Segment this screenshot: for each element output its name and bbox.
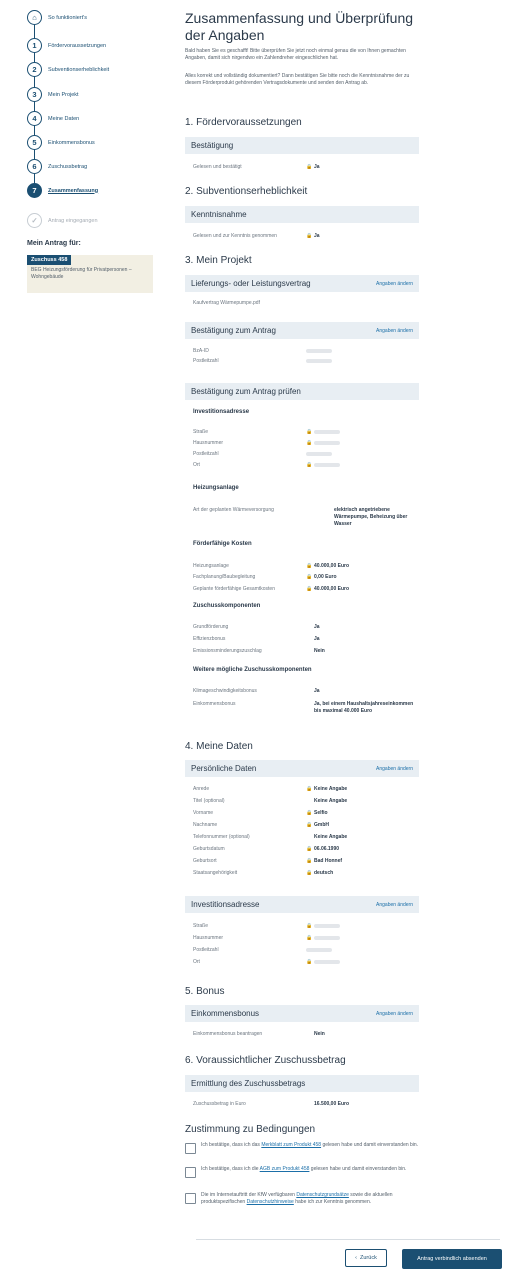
row-key: Straße bbox=[193, 429, 209, 435]
sidebar-item-label: Zuschussbetrag bbox=[48, 163, 88, 170]
sidebar-step-5[interactable] bbox=[27, 135, 95, 150]
checkbox-agb[interactable] bbox=[185, 1167, 196, 1178]
lock-icon: 🔒 bbox=[306, 846, 313, 852]
row-key: Postleitzahl bbox=[193, 358, 219, 364]
sidebar-item-label: Antrag eingegangen bbox=[48, 217, 98, 224]
row-key: Klimageschwindigkeitsbonus bbox=[193, 688, 257, 694]
section-bar bbox=[185, 760, 419, 777]
step-number: 5 bbox=[27, 135, 42, 150]
intro-text: Bald haben Sie es geschafft! Bitte überprüfen Sie jetzt noch einmal genau die von Ihnen gemachten Angaben, damit sich nirgendwo ein Zahlendreher eingeschlichen hat. bbox=[185, 48, 406, 61]
product-description: BEG Heizungsförderung für Privatpersonen – Wohngebäude bbox=[31, 267, 132, 280]
row-value: 40.000,00 Euro bbox=[314, 586, 350, 592]
section-title: 3. Mein Projekt bbox=[185, 255, 252, 266]
summary-row bbox=[193, 574, 423, 582]
redacted-value bbox=[306, 349, 332, 353]
label-text: gelesen habe und damit einverstanden bin. bbox=[321, 1142, 419, 1148]
section-title: 4. Meine Daten bbox=[185, 741, 253, 752]
sidebar-item-label: Meine Daten bbox=[48, 115, 80, 122]
sidebar-step-7[interactable] bbox=[27, 183, 98, 198]
subsection-title: Heizungsanlage bbox=[193, 485, 239, 491]
summary-row bbox=[193, 586, 423, 594]
datenschutzgrundsaetze-link[interactable]: Datenschutzgrundsätze bbox=[296, 1192, 349, 1198]
row-key: Grundförderung bbox=[193, 624, 229, 630]
bar-title: Kenntnisnahme bbox=[191, 210, 247, 219]
label-text: Die im Internetauftritt der KfW verfügbaren bbox=[201, 1192, 297, 1198]
summary-row bbox=[193, 786, 423, 794]
row-value: Selfio bbox=[314, 810, 328, 816]
lock-icon: 🔒 bbox=[306, 429, 313, 435]
row-key: Emissionsminderungszuschlag bbox=[193, 648, 262, 654]
sidebar-item-label: Einkommensbonus bbox=[48, 139, 95, 146]
my-application-title: Mein Antrag für: bbox=[27, 240, 81, 247]
edit-link[interactable]: Angaben ändern bbox=[376, 280, 413, 287]
lock-icon: 🔒 bbox=[306, 858, 313, 864]
row-key: Effizienzbonus bbox=[193, 636, 226, 642]
lock-icon: 🔒 bbox=[306, 563, 313, 569]
section-title: 6. Voraussichtlicher Zuschussbetrag bbox=[185, 1055, 346, 1066]
row-value: 0,00 Euro bbox=[314, 574, 337, 580]
bar-title: Ermittlung des Zuschussbetrags bbox=[191, 1079, 306, 1088]
section-bar bbox=[185, 275, 419, 292]
row-value: deutsch bbox=[314, 870, 334, 876]
checkbox-label bbox=[201, 1142, 421, 1149]
step-number: 3 bbox=[27, 87, 42, 102]
row-key: Einkommensbonus bbox=[193, 701, 236, 707]
section-bar bbox=[185, 383, 419, 400]
redacted-value bbox=[306, 948, 332, 952]
subsection-title: Förderfähige Kosten bbox=[193, 541, 252, 547]
summary-row bbox=[193, 233, 423, 241]
row-key: Gelesen und bestätigt bbox=[193, 164, 242, 170]
lock-icon: 🔒 bbox=[306, 810, 313, 816]
lock-icon: 🔒 bbox=[306, 233, 313, 239]
lock-icon: 🔒 bbox=[306, 822, 313, 828]
row-value: Ja bbox=[314, 624, 320, 630]
lock-icon: 🔒 bbox=[306, 959, 313, 965]
check-icon: ✓ bbox=[27, 213, 42, 228]
summary-row bbox=[193, 507, 423, 527]
sidebar-step-6[interactable] bbox=[27, 159, 87, 174]
product-badge: Zuschuss 458 bbox=[27, 255, 71, 265]
row-key: Heizungsanlage bbox=[193, 563, 229, 569]
row-key: Nachname bbox=[193, 822, 218, 828]
subsection-title: Weitere mögliche Zuschusskomponenten bbox=[193, 667, 312, 673]
row-value: Ja bbox=[314, 636, 320, 642]
summary-row bbox=[193, 798, 423, 806]
summary-row bbox=[193, 348, 423, 356]
row-key: Gelesen und zur Kenntnis genommen bbox=[193, 233, 277, 239]
summary-row bbox=[193, 451, 423, 459]
redacted-value bbox=[314, 463, 340, 467]
row-value: Ja bbox=[314, 233, 320, 239]
back-button[interactable] bbox=[345, 1249, 387, 1267]
row-key: Telefonnummer (optional) bbox=[193, 834, 250, 840]
row-key: Postleitzahl bbox=[193, 947, 219, 953]
row-value: Ja bbox=[314, 164, 320, 170]
lock-icon: 🔒 bbox=[306, 923, 313, 929]
lock-icon: 🔒 bbox=[306, 574, 313, 580]
row-value: 06.06.1990 bbox=[314, 846, 340, 852]
section-bar bbox=[185, 206, 419, 223]
step-number: 2 bbox=[27, 62, 42, 77]
redacted-value bbox=[314, 924, 340, 928]
label-text: sowie die aktuellen produktspezifischen bbox=[201, 1192, 393, 1205]
row-value: Nein bbox=[314, 648, 325, 654]
merkblatt-link[interactable]: Merkblatt zum Produkt 458 bbox=[261, 1142, 322, 1148]
edit-link[interactable]: Angaben ändern bbox=[376, 901, 413, 908]
row-key: Hausnummer bbox=[193, 440, 224, 446]
summary-row bbox=[193, 688, 423, 696]
row-key: Vorname bbox=[193, 810, 214, 816]
redacted-value bbox=[314, 960, 340, 964]
application-summary-box bbox=[27, 255, 153, 293]
subsection-title: Zuschusskomponenten bbox=[193, 603, 261, 609]
conditions-title: Zustimmung zu Bedingungen bbox=[185, 1124, 316, 1135]
summary-row bbox=[193, 846, 423, 854]
section-title: 5. Bonus bbox=[185, 986, 225, 997]
redacted-value bbox=[314, 430, 340, 434]
row-key: Zuschussbetrag in Euro bbox=[193, 1101, 246, 1107]
bar-title: Bestätigung zum Antrag prüfen bbox=[191, 387, 301, 396]
file-row bbox=[193, 300, 423, 308]
row-key: Staatsangehörigkeit bbox=[193, 870, 238, 876]
bar-title: Lieferungs- oder Leistungsvertrag bbox=[191, 279, 311, 288]
row-value: Keine Angabe bbox=[314, 834, 348, 840]
sidebar-item-label: Fördervoraussetzungen bbox=[48, 42, 107, 49]
row-key: Geburtsdatum bbox=[193, 846, 225, 852]
edit-link[interactable]: Angaben ändern bbox=[376, 327, 413, 334]
row-key: Geplante förderfähige Gesamtkosten bbox=[193, 586, 275, 592]
row-key: Einkommensbonus beantragen bbox=[193, 1031, 263, 1037]
row-value: Keine Angabe bbox=[314, 798, 348, 804]
submit-button-label: Antrag verbindlich absenden bbox=[417, 1256, 487, 1262]
file-name: Kaufvertrag Wärmepumpe.pdf bbox=[193, 300, 260, 306]
row-key: Hausnummer bbox=[193, 935, 224, 941]
sidebar-item-label: Subventionserheblichkeit bbox=[48, 66, 110, 73]
section-bar bbox=[185, 1005, 419, 1022]
bar-title: Investitionsadresse bbox=[191, 900, 260, 909]
redacted-value bbox=[306, 452, 332, 456]
summary-row bbox=[193, 1101, 423, 1109]
row-value: Keine Angabe bbox=[314, 786, 348, 792]
row-value: Nein bbox=[314, 1031, 325, 1037]
summary-row bbox=[193, 870, 423, 878]
summary-row bbox=[193, 636, 423, 644]
label-text: gelesen habe und damit einverstanden bin. bbox=[309, 1166, 407, 1172]
summary-row bbox=[193, 358, 423, 366]
label-text: Ich bestätige, dass ich das bbox=[201, 1142, 262, 1148]
step-number: 6 bbox=[27, 159, 42, 174]
row-key: Art der geplanten Wärmeversorgung bbox=[193, 507, 274, 513]
step-number: 1 bbox=[27, 38, 42, 53]
summary-row bbox=[193, 440, 423, 448]
summary-row bbox=[193, 648, 423, 656]
summary-row bbox=[193, 1031, 423, 1039]
bar-title: Bestätigung bbox=[191, 141, 234, 150]
summary-row bbox=[193, 164, 423, 172]
checkbox-merkblatt[interactable] bbox=[185, 1143, 196, 1154]
summary-row bbox=[193, 429, 423, 437]
submit-button[interactable] bbox=[402, 1249, 502, 1269]
edit-link[interactable]: Angaben ändern bbox=[376, 765, 413, 772]
row-value: GmbH bbox=[314, 822, 329, 828]
section-bar bbox=[185, 1075, 419, 1092]
intro-text-confirm: Alles korrekt und vollständig dokumentiert? Dann bestätigen Sie bitte noch die Kenntnisnahme der zu diesem Förderprodukt gehörenden Vertragsdokumente und senden den Antrag ab. bbox=[185, 73, 410, 86]
agb-link[interactable]: AGB zum Produkt 458 bbox=[259, 1166, 310, 1172]
sidebar-step-1[interactable] bbox=[27, 38, 106, 53]
sidebar-item-label: Mein Projekt bbox=[48, 91, 79, 98]
step-number: 4 bbox=[27, 111, 42, 126]
row-key: Ort bbox=[193, 462, 200, 468]
divider bbox=[196, 1239, 500, 1240]
summary-row bbox=[193, 947, 423, 955]
redacted-value bbox=[314, 441, 340, 445]
lock-icon: 🔒 bbox=[306, 935, 313, 941]
label-text: Ich bestätige, dass ich die bbox=[201, 1166, 260, 1172]
lock-icon: 🔒 bbox=[306, 164, 313, 170]
bar-title: Bestätigung zum Antrag bbox=[191, 326, 276, 335]
summary-row bbox=[193, 923, 423, 931]
checkbox-label bbox=[201, 1166, 421, 1173]
section-title: 2. Subventionserheblichkeit bbox=[185, 186, 308, 197]
redacted-value bbox=[314, 936, 340, 940]
sidebar-item-label: So funktioniert's bbox=[48, 14, 87, 21]
sidebar-step-3[interactable] bbox=[27, 87, 79, 102]
subsection-title: Investitionsadresse bbox=[193, 409, 250, 415]
checkbox-datenschutz[interactable] bbox=[185, 1193, 196, 1204]
lock-icon: 🔒 bbox=[306, 462, 313, 468]
summary-row bbox=[193, 822, 423, 830]
row-value: 16.500,00 Euro bbox=[314, 1101, 350, 1107]
lock-icon: 🔒 bbox=[306, 440, 313, 446]
summary-row bbox=[193, 935, 423, 943]
row-key: Straße bbox=[193, 923, 209, 929]
summary-row bbox=[193, 563, 423, 571]
row-key: Anrede bbox=[193, 786, 210, 792]
section-title: 1. Fördervoraussetzungen bbox=[185, 117, 302, 128]
lock-icon: 🔒 bbox=[306, 586, 313, 592]
checkbox-label bbox=[201, 1192, 421, 1206]
bar-title: Einkommensbonus bbox=[191, 1009, 260, 1018]
row-value: Ja bbox=[314, 688, 320, 694]
step-number: 7 bbox=[27, 183, 42, 198]
label-text: habe ich zur Kenntnis genommen. bbox=[293, 1199, 372, 1205]
home-icon: ⌂ bbox=[27, 10, 42, 25]
lock-icon: 🔒 bbox=[306, 786, 313, 792]
sidebar-step-2[interactable] bbox=[27, 62, 109, 77]
chevron-left-icon: ‹ bbox=[355, 1255, 358, 1261]
bar-title: Persönliche Daten bbox=[191, 764, 257, 773]
row-key: Ort bbox=[193, 959, 200, 965]
row-value: 40.000,00 Euro bbox=[314, 563, 350, 569]
summary-row bbox=[193, 462, 423, 470]
row-value: Ja, bei einem Haushaltsjahreseinkommen bis maximal 40.000 Euro bbox=[314, 701, 414, 714]
edit-link[interactable]: Angaben ändern bbox=[376, 1010, 413, 1017]
sidebar-item-home[interactable] bbox=[27, 10, 87, 25]
sidebar-step-submitted bbox=[27, 213, 98, 228]
sidebar-item-label: Zusammenfassung bbox=[48, 187, 99, 194]
lock-icon: 🔒 bbox=[306, 870, 313, 876]
summary-row bbox=[193, 810, 423, 818]
back-button-label: Zurück bbox=[360, 1255, 377, 1261]
section-bar bbox=[185, 137, 419, 154]
sidebar-step-4[interactable] bbox=[27, 111, 79, 126]
summary-row bbox=[193, 959, 423, 967]
row-key: BzA-ID bbox=[193, 348, 209, 354]
row-value: elektrisch angetriebene Wärmepumpe, Beheizung über Wasser bbox=[334, 507, 408, 527]
section-bar bbox=[185, 322, 419, 339]
row-key: Fachplanung/Baubegleitung bbox=[193, 574, 256, 580]
summary-row bbox=[193, 701, 423, 714]
redacted-value bbox=[306, 359, 332, 363]
summary-row bbox=[193, 834, 423, 842]
summary-row bbox=[193, 858, 423, 866]
page-title: Zusammenfassung und Überprüfung der Angaben bbox=[185, 10, 414, 43]
row-key: Titel (optional) bbox=[193, 798, 225, 804]
row-value: Bad Honnef bbox=[314, 858, 343, 864]
row-key: Postleitzahl bbox=[193, 451, 219, 457]
datenschutzhinweise-link[interactable]: Datenschutzhinweise bbox=[246, 1199, 294, 1205]
section-bar bbox=[185, 896, 419, 913]
row-key: Geburtsort bbox=[193, 858, 217, 864]
summary-row bbox=[193, 624, 423, 632]
